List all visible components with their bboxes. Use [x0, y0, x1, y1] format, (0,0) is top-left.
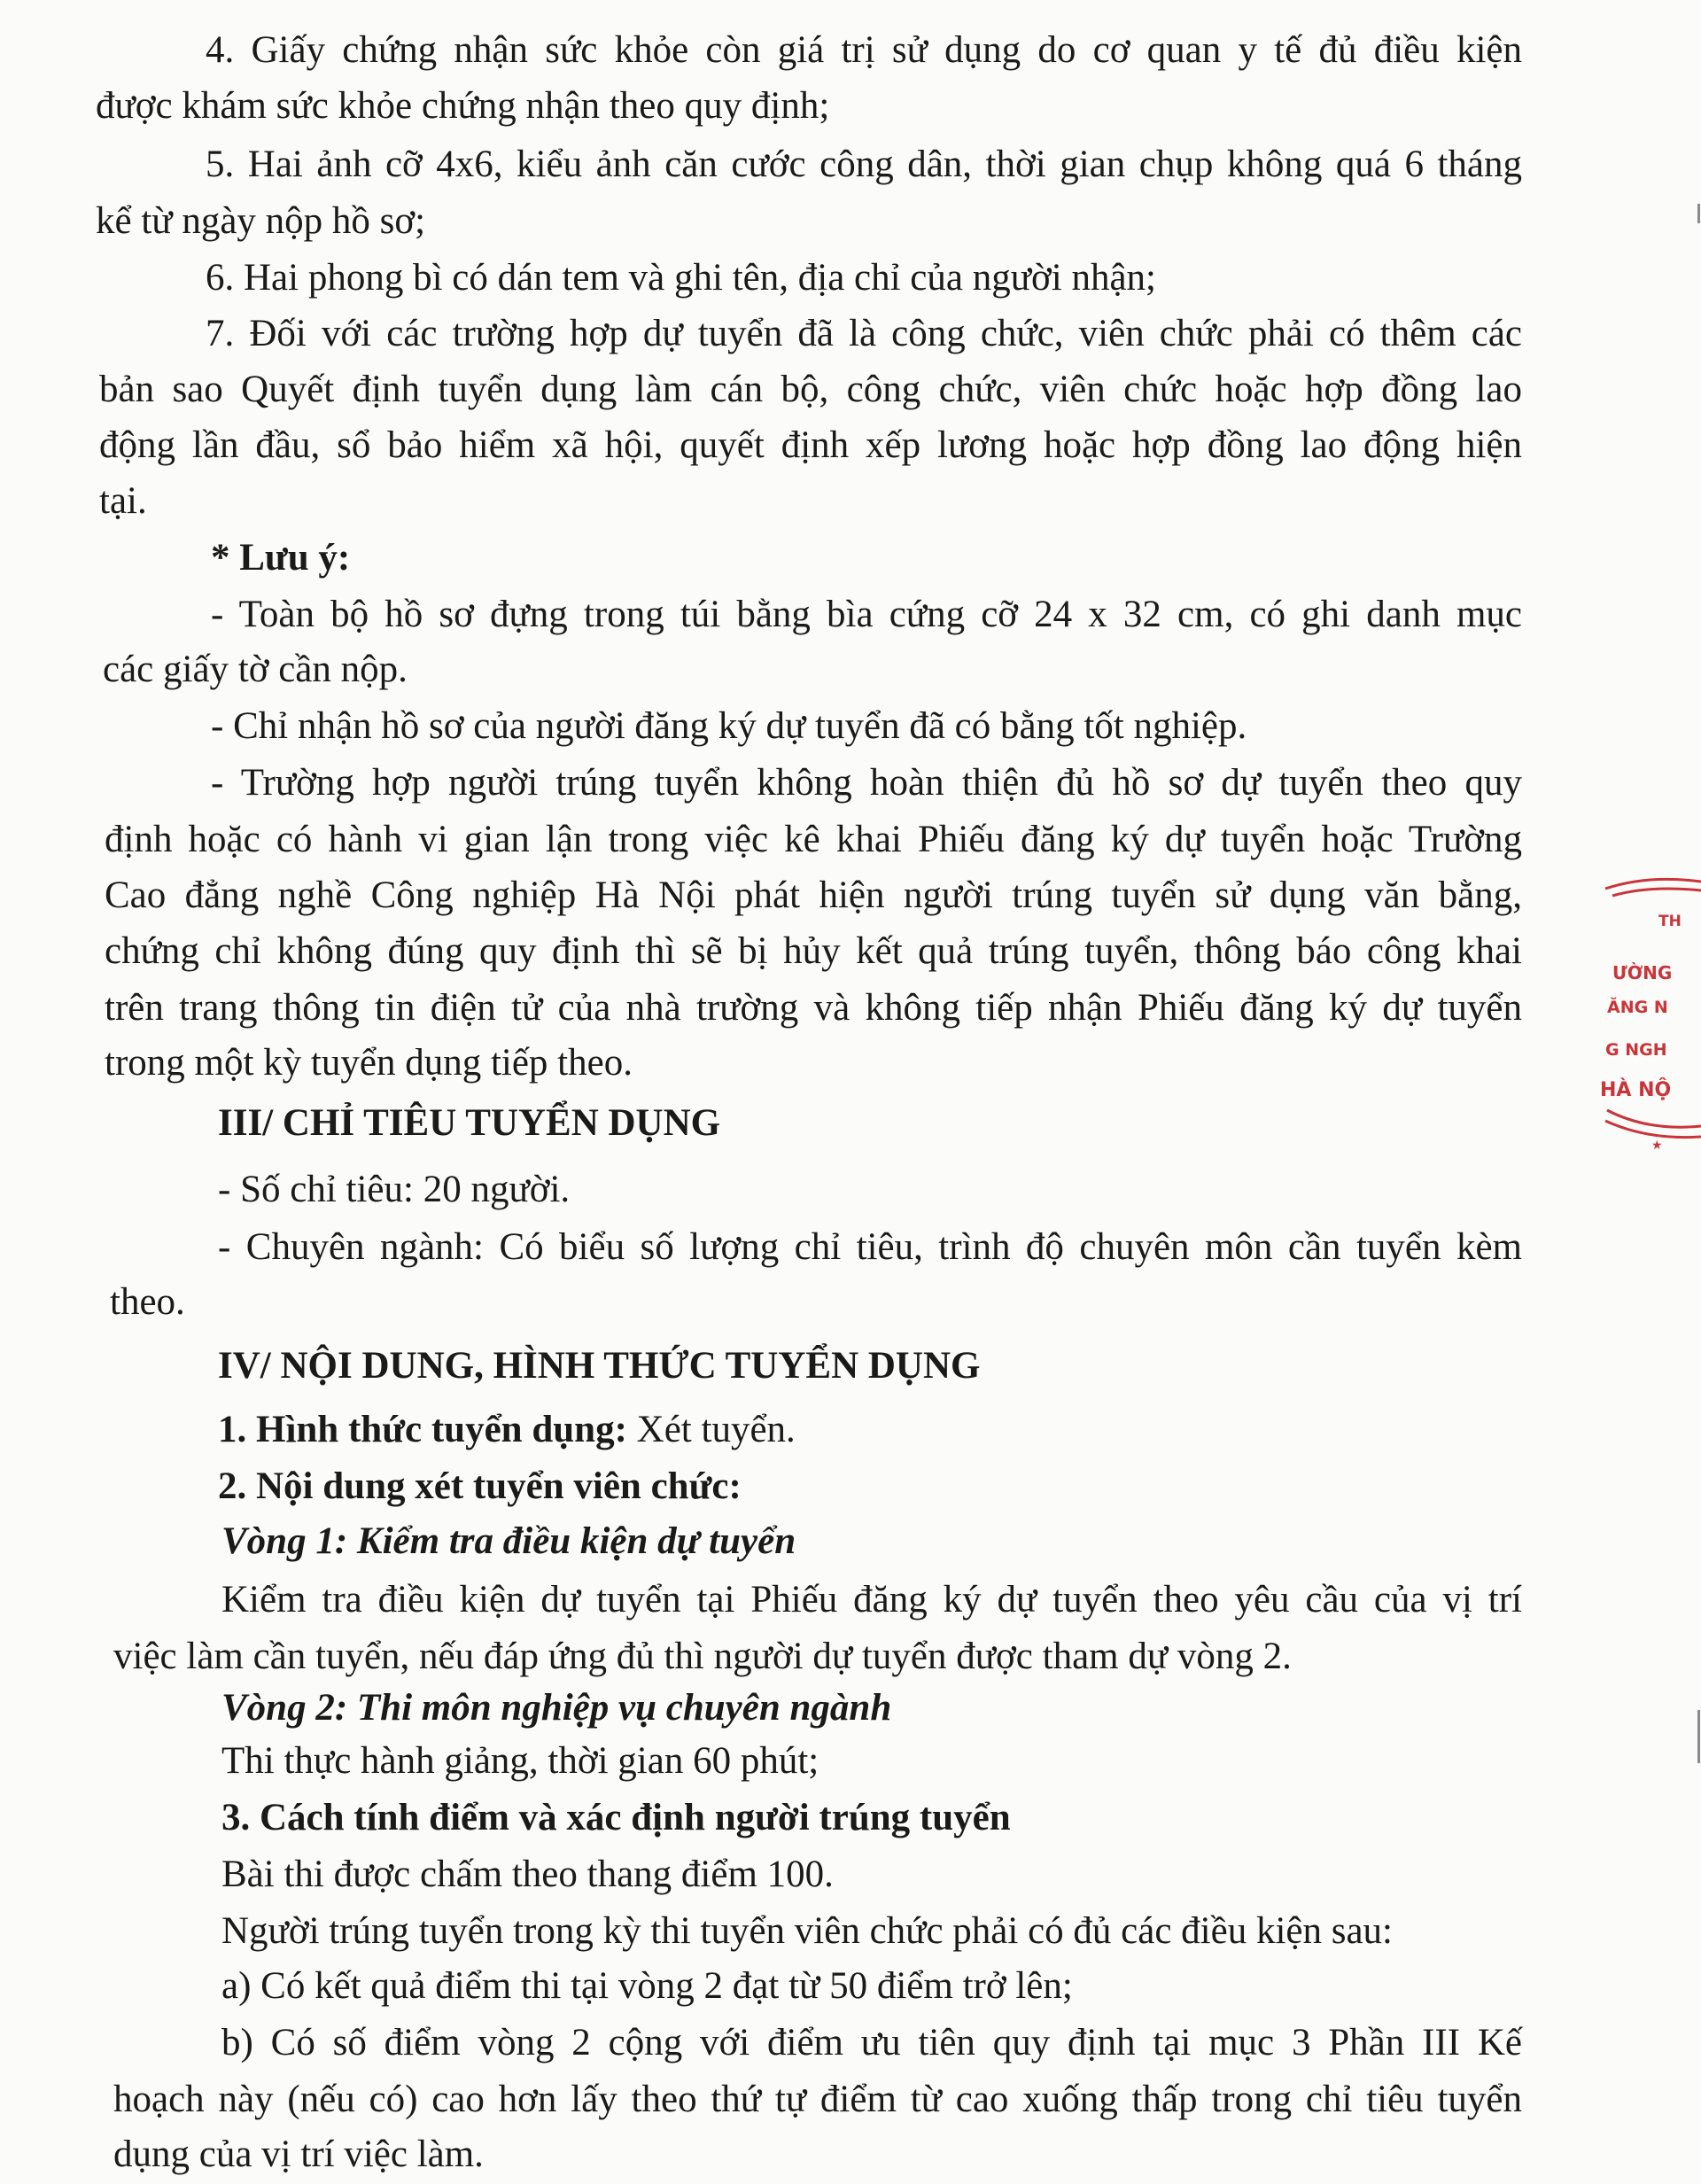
scoring-heading: 3. Cách tính điểm và xác định người trúng tuyển	[221, 1797, 1011, 1838]
section-4-content-heading: 2. Nội dung xét tuyển viên chức:	[218, 1465, 742, 1507]
note-1-line-1: - Toàn bộ hồ sơ đựng trong túi bằng bìa cứng cỡ 24 x 32 cm, có ghi danh mục	[211, 594, 1522, 635]
section-4-form	[218, 1405, 796, 1455]
seal-star: ★	[1651, 1139, 1663, 1153]
item-5-line-1: 5. Hai ảnh cỡ 4x6, kiểu ảnh căn cước công dân, thời gian chụp không quá 6 tháng	[206, 144, 1522, 185]
section-3-quota: - Số chỉ tiêu: 20 người.	[218, 1169, 571, 1210]
round-2-title: Vòng 2: Thi môn nghiệp vụ chuyên ngành	[221, 1687, 892, 1729]
seal-text-2: ƯỜNG	[1612, 962, 1673, 983]
section-3-major-line-1: - Chuyên ngành: Có biểu số lượng chỉ tiêu, trình độ chuyên môn cần tuyển kèm	[218, 1226, 1522, 1268]
round-2-text: Thi thực hành giảng, thời gian 60 phút;	[221, 1740, 819, 1782]
note-3-line-1: - Trường hợp người trúng tuyển không hoàn thiện đủ hồ sơ dự tuyển theo quy	[211, 762, 1522, 804]
seal-text-3: ĂNG N	[1607, 998, 1668, 1017]
item-4-line-2: được khám sức khỏe chứng nhận theo quy định;	[96, 85, 830, 127]
round-1-line-2: việc làm cần tuyển, nếu đáp ứng đủ thì người dự tuyển được tham dự vòng 2.	[113, 1636, 1292, 1677]
scoring-conditions-intro: Người trúng tuyển trong kỳ thi tuyển viên chức phải có đủ các điều kiện sau:	[221, 1910, 1393, 1952]
note-1-line-2: các giấy tờ cần nộp.	[103, 649, 408, 690]
item-7-line-4: tại.	[99, 480, 147, 522]
item-6: 6. Hai phong bì có dán tem và ghi tên, địa chỉ của người nhận;	[206, 257, 1157, 299]
scoring-condition-b-line-3: dụng của vị trí việc làm.	[113, 2133, 484, 2175]
scoring-condition-b-line-1: b) Có số điểm vòng 2 cộng với điểm ưu tiên quy định tại mục 3 Phần III Kế	[221, 2022, 1522, 2064]
note-3-line-6: trong một kỳ tuyển dụng tiếp theo.	[105, 1042, 633, 1084]
scan-mark	[1697, 204, 1700, 223]
note-heading: * Lưu ý:	[211, 537, 351, 579]
item-7-line-2: bản sao Quyết định tuyển dụng làm cán bộ, công chức, viên chức hoặc hợp đồng lao	[99, 369, 1522, 410]
seal-outer-arc-top	[1605, 879, 1701, 889]
note-3-line-4: chứng chỉ không đúng quy định thì sẽ bị hủy kết quả trúng tuyển, thông báo công khai	[105, 930, 1522, 972]
item-7-line-1: 7. Đối với các trường hợp dự tuyển đã là công chức, viên chức phải có thêm các	[206, 313, 1522, 354]
seal-text-4: G NGH	[1605, 1040, 1667, 1060]
round-1-title: Vòng 1: Kiểm tra điều kiện dự tuyển	[221, 1520, 796, 1562]
note-3-line-2: định hoặc có hành vi gian lận trong việc kê khai Phiếu đăng ký dự tuyển hoặc Trường	[105, 819, 1522, 860]
round-1-line-1: Kiểm tra điều kiện dự tuyển tại Phiếu đăng ký dự tuyển theo yêu cầu của vị trí	[221, 1579, 1522, 1621]
seal-text-1: TH	[1658, 913, 1682, 930]
section-3-heading: III/ CHỈ TIÊU TUYỂN DỤNG	[218, 1102, 721, 1144]
section-4-form-value: Xét tuyển.	[626, 1409, 796, 1450]
section-3-major-line-2: theo.	[110, 1281, 185, 1323]
section-4-heading: IV/ NỘI DUNG, HÌNH THỨC TUYỂN DỤNG	[218, 1345, 981, 1387]
seal-inner-arc-top	[1612, 889, 1701, 896]
scoring-condition-a: a) Có kết quả điểm thi tại vòng 2 đạt từ 50 điểm trở lên;	[221, 1965, 1073, 2007]
note-3-line-3: Cao đẳng nghề Công nghiệp Hà Nội phát hiện người trúng tuyển sử dụng văn bằng,	[105, 874, 1522, 916]
seal-inner-arc-bottom	[1605, 1121, 1701, 1138]
scan-mark	[1697, 1710, 1700, 1763]
seal-outer-arc-bottom	[1607, 1110, 1701, 1127]
scoring-scale: Bài thi được chấm theo thang điểm 100.	[221, 1854, 834, 1895]
red-seal-stamp	[1595, 873, 1701, 1192]
note-3-line-5: trên trang thông tin điện tử của nhà trường và không tiếp nhận Phiếu đăng ký dự tuyển	[105, 987, 1522, 1029]
item-7-line-3: động lần đầu, sổ bảo hiểm xã hội, quyết định xếp lương hoặc hợp đồng lao động hiện	[99, 424, 1522, 466]
section-4-form-label: 1. Hình thức tuyển dụng:	[218, 1409, 627, 1450]
item-5-line-2: kể từ ngày nộp hồ sơ;	[96, 200, 426, 242]
item-4-line-1: 4. Giấy chứng nhận sức khỏe còn giá trị sử dụng do cơ quan y tế đủ điều kiện	[206, 29, 1522, 71]
scoring-condition-b-line-2: hoạch này (nếu có) cao hơn lấy theo thứ tự điểm từ cao xuống thấp trong chỉ tiêu tuyển	[113, 2079, 1522, 2120]
note-2: - Chỉ nhận hồ sơ của người đăng ký dự tuyển đã có bằng tốt nghiệp.	[211, 705, 1247, 747]
seal-text-5: HÀ NỘ	[1600, 1079, 1672, 1101]
